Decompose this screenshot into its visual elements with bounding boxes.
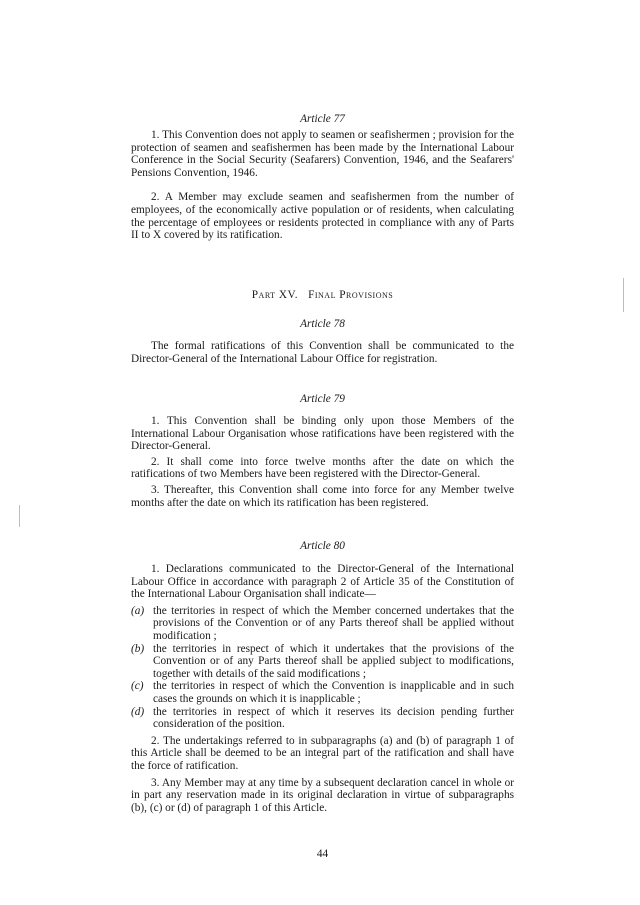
article-77-body	[131, 129, 514, 242]
list-item-marker: (a)	[131, 604, 145, 617]
article-80-paragraph-1: 1. Declarations communicated to the Director-General of the International Labour Office in accordance with paragraph 2 of Article 35 of the Constitution of the International Labour Organisation shall indicate—	[131, 563, 514, 601]
article-78-heading: Article 78	[300, 318, 345, 330]
article-80-paragraph-2: 2. The undertakings referred to in subparagraphs (a) and (b) of paragraph 1 of this Article shall be deemed to be an integral part of the ratification and shall have the force of ratification.	[131, 734, 514, 772]
list-item-text: the territories in respect of which the Convention is inapplicable and in such cases the grounds on which it is inapplicable ;	[153, 680, 514, 705]
list-item-marker: (b)	[131, 642, 145, 655]
page-number: 44	[316, 848, 329, 860]
article-80-subparagraph-list	[131, 605, 514, 731]
part-label: Part XV.	[251, 289, 299, 301]
list-item-text: the territories in respect of which it reserves its decision pending further consideration of the position.	[153, 705, 514, 731]
list-item-marker: (c)	[131, 680, 144, 693]
article-79-paragraph-2: 2. It shall come into force twelve months after the date on which the ratifications of two Members have been registered with the Director-General.	[131, 455, 514, 481]
list-item-text: the territories in respect of which the Member concerned undertakes that the provisions of the Convention or of any Parts thereof shall be applied without modification ;	[153, 604, 514, 642]
article-79-paragraph-1: 1. This Convention shall be binding only upon those Members of the International Labour Organisation whose ratifications have been registered with the Director-General.	[131, 415, 514, 453]
list-item-marker: (d)	[131, 705, 145, 718]
list-item	[131, 680, 514, 705]
article-78-body	[131, 340, 514, 365]
article-80-paragraph-3: 3. Any Member may at any time by a subsequent declaration cancel in whole or in part any reservation made in its original declaration in virtue of subparagraphs (b), (c) or (d) of paragraph 1 of this Article.	[131, 776, 514, 814]
scan-margin-mark	[623, 278, 624, 312]
part-15-heading	[131, 289, 514, 302]
list-item-text: the territories in respect of which it undertakes that the provisions of the Convention or of any Parts thereof shall be applied subject to modifications, together with details of the said modifications ;	[153, 642, 514, 680]
article-79-heading: Article 79	[300, 393, 345, 405]
part-title: Final Provisions	[308, 289, 394, 301]
list-item	[131, 706, 514, 731]
article-79-body	[131, 415, 514, 509]
article-77-paragraph-2: 2. A Member may exclude seamen and seafishermen from the number of employees, of the economically active population or of residents, when calculating the percentage of employees or residents protected in compliance with any of Parts II to X covered by its ratification.	[131, 191, 514, 242]
article-79-paragraph-3: 3. Thereafter, this Convention shall come into force for any Member twelve months after the date on which its ratification has been registered.	[131, 483, 514, 509]
scan-margin-mark	[19, 505, 20, 527]
list-item	[131, 643, 514, 681]
list-item	[131, 605, 514, 643]
article-77-paragraph-1: 1. This Convention does not apply to seamen or seafishermen ; provision for the protection of seamen and seafishermen has been made by the International Labour Conference in the Social Security (Seafarers) Convention, 1946, and the Seafarers' Pensions Convention, 1946.	[131, 129, 514, 179]
article-78-paragraph-1: The formal ratifications of this Convention shall be communicated to the Director-General of the International Labour Office for registration.	[131, 340, 514, 365]
article-80-heading: Article 80	[300, 540, 345, 552]
article-77-heading: Article 77	[300, 113, 345, 125]
article-80-body	[131, 563, 514, 814]
